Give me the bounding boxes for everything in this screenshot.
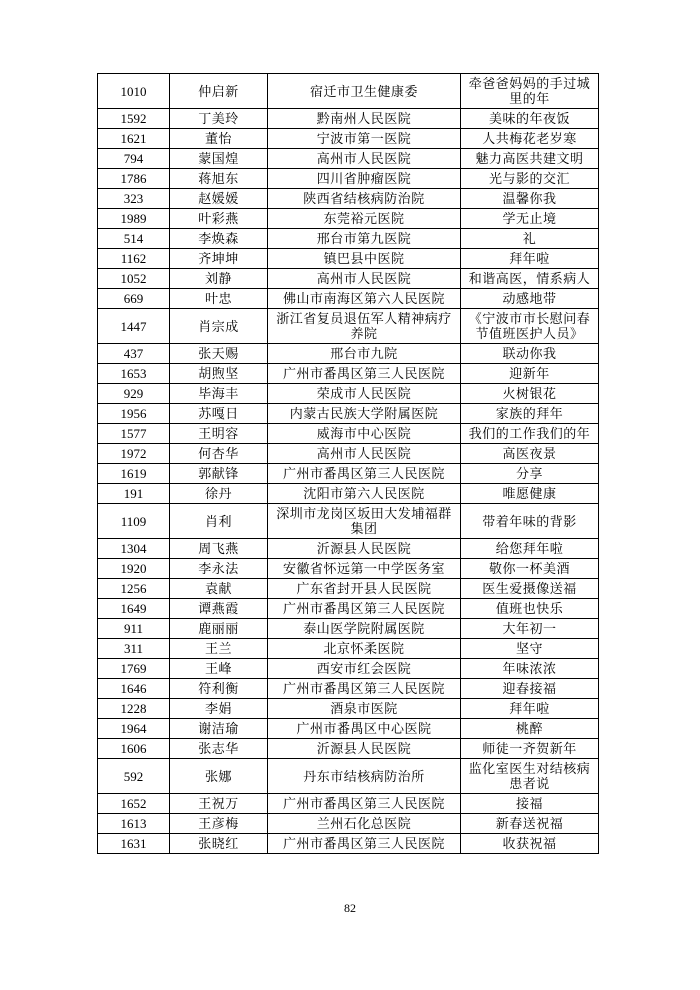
entry-id-cell: 794	[98, 149, 170, 169]
organization-cell: 高州市人民医院	[268, 444, 461, 464]
table-row	[98, 269, 599, 289]
entries-table	[97, 73, 599, 854]
author-name-cell: 苏嘎日	[170, 404, 268, 424]
table-row	[98, 739, 599, 759]
work-title-cell: 牵爸爸妈妈的手过城里的年	[461, 74, 599, 109]
author-name-cell: 张天赐	[170, 344, 268, 364]
table-row	[98, 384, 599, 404]
table-row	[98, 424, 599, 444]
work-title-cell: 《宁波市市长慰问春节值班医护人员》	[461, 309, 599, 344]
organization-cell: 荣成市人民医院	[268, 384, 461, 404]
organization-cell: 内蒙古民族大学附属医院	[268, 404, 461, 424]
table-row	[98, 169, 599, 189]
entry-id-cell: 1052	[98, 269, 170, 289]
table-row	[98, 344, 599, 364]
entry-id-cell: 1631	[98, 834, 170, 854]
organization-cell: 广州市番禺区第三人民医院	[268, 599, 461, 619]
author-name-cell: 刘静	[170, 269, 268, 289]
work-title-cell: 敬你一杯美酒	[461, 559, 599, 579]
entry-id-cell: 311	[98, 639, 170, 659]
entry-id-cell: 1649	[98, 599, 170, 619]
work-title-cell: 温馨你我	[461, 189, 599, 209]
table-row	[98, 599, 599, 619]
table-row	[98, 109, 599, 129]
entry-id-cell: 1769	[98, 659, 170, 679]
table-row	[98, 209, 599, 229]
table-row	[98, 74, 599, 109]
work-title-cell: 家族的拜年	[461, 404, 599, 424]
author-name-cell: 符利衡	[170, 679, 268, 699]
organization-cell: 广州市番禺区第三人民医院	[268, 364, 461, 384]
entry-id-cell: 1606	[98, 739, 170, 759]
table-row	[98, 579, 599, 599]
table-row	[98, 249, 599, 269]
entry-id-cell: 1989	[98, 209, 170, 229]
entry-id-cell: 514	[98, 229, 170, 249]
table-row	[98, 189, 599, 209]
author-name-cell: 仲启新	[170, 74, 268, 109]
work-title-cell: 魅力高医共建文明	[461, 149, 599, 169]
organization-cell: 佛山市南海区第六人民医院	[268, 289, 461, 309]
work-title-cell: 大年初一	[461, 619, 599, 639]
organization-cell: 兰州石化总医院	[268, 814, 461, 834]
author-name-cell: 鹿丽丽	[170, 619, 268, 639]
entry-id-cell: 1228	[98, 699, 170, 719]
organization-cell: 沈阳市第六人民医院	[268, 484, 461, 504]
table-row	[98, 759, 599, 794]
work-title-cell: 值班也快乐	[461, 599, 599, 619]
table-row	[98, 699, 599, 719]
entry-id-cell: 1920	[98, 559, 170, 579]
organization-cell: 广州市番禺区第三人民医院	[268, 464, 461, 484]
work-title-cell: 收获祝福	[461, 834, 599, 854]
organization-cell: 邢台市第九医院	[268, 229, 461, 249]
table-row	[98, 129, 599, 149]
entry-id-cell: 669	[98, 289, 170, 309]
work-title-cell: 给您拜年啦	[461, 539, 599, 559]
entry-id-cell: 1577	[98, 424, 170, 444]
author-name-cell: 王祝万	[170, 794, 268, 814]
author-name-cell: 毕海丰	[170, 384, 268, 404]
work-title-cell: 礼	[461, 229, 599, 249]
entry-id-cell: 1619	[98, 464, 170, 484]
entries-table-body	[98, 74, 599, 854]
author-name-cell: 胡煦坚	[170, 364, 268, 384]
author-name-cell: 张志华	[170, 739, 268, 759]
work-title-cell: 桃醉	[461, 719, 599, 739]
author-name-cell: 李娟	[170, 699, 268, 719]
work-title-cell: 医生爱摄像送福	[461, 579, 599, 599]
author-name-cell: 周飞燕	[170, 539, 268, 559]
work-title-cell: 监化室医生对结核病患者说	[461, 759, 599, 794]
work-title-cell: 和谐高医，情系病人	[461, 269, 599, 289]
author-name-cell: 肖宗成	[170, 309, 268, 344]
author-name-cell: 赵媛媛	[170, 189, 268, 209]
author-name-cell: 袁献	[170, 579, 268, 599]
entry-id-cell: 191	[98, 484, 170, 504]
entry-id-cell: 1109	[98, 504, 170, 539]
author-name-cell: 张晓红	[170, 834, 268, 854]
organization-cell: 西安市红会医院	[268, 659, 461, 679]
author-name-cell: 肖利	[170, 504, 268, 539]
table-row	[98, 289, 599, 309]
work-title-cell: 新春送祝福	[461, 814, 599, 834]
organization-cell: 四川省肿瘤医院	[268, 169, 461, 189]
entry-id-cell: 1613	[98, 814, 170, 834]
organization-cell: 北京怀柔医院	[268, 639, 461, 659]
table-row	[98, 504, 599, 539]
table-row	[98, 794, 599, 814]
table-row	[98, 149, 599, 169]
work-title-cell: 师徒一齐贺新年	[461, 739, 599, 759]
table-row	[98, 679, 599, 699]
author-name-cell: 丁美玲	[170, 109, 268, 129]
table-row	[98, 404, 599, 424]
organization-cell: 安徽省怀远第一中学医务室	[268, 559, 461, 579]
work-title-cell: 美味的年夜饭	[461, 109, 599, 129]
table-row	[98, 464, 599, 484]
entry-id-cell: 1621	[98, 129, 170, 149]
work-title-cell: 分享	[461, 464, 599, 484]
entry-id-cell: 911	[98, 619, 170, 639]
author-name-cell: 王彦梅	[170, 814, 268, 834]
work-title-cell: 迎新年	[461, 364, 599, 384]
author-name-cell: 王兰	[170, 639, 268, 659]
organization-cell: 沂源县人民医院	[268, 539, 461, 559]
work-title-cell: 学无止境	[461, 209, 599, 229]
author-name-cell: 何杏华	[170, 444, 268, 464]
entry-id-cell: 1652	[98, 794, 170, 814]
organization-cell: 广州市番禺区第三人民医院	[268, 834, 461, 854]
work-title-cell: 带着年味的背影	[461, 504, 599, 539]
author-name-cell: 谢洁瑜	[170, 719, 268, 739]
work-title-cell: 高医夜景	[461, 444, 599, 464]
entry-id-cell: 437	[98, 344, 170, 364]
work-title-cell: 接福	[461, 794, 599, 814]
author-name-cell: 李焕森	[170, 229, 268, 249]
organization-cell: 广东省封开县人民医院	[268, 579, 461, 599]
work-title-cell: 拜年啦	[461, 699, 599, 719]
work-title-cell: 年味浓浓	[461, 659, 599, 679]
entry-id-cell: 1956	[98, 404, 170, 424]
author-name-cell: 蒙国煌	[170, 149, 268, 169]
page-number: 82	[344, 901, 356, 915]
author-name-cell: 谭燕霞	[170, 599, 268, 619]
author-name-cell: 李永法	[170, 559, 268, 579]
table-row	[98, 559, 599, 579]
entry-id-cell: 1304	[98, 539, 170, 559]
author-name-cell: 王明容	[170, 424, 268, 444]
organization-cell: 高州市人民医院	[268, 269, 461, 289]
table-row	[98, 814, 599, 834]
author-name-cell: 董怡	[170, 129, 268, 149]
entry-id-cell: 1010	[98, 74, 170, 109]
author-name-cell: 郭献锋	[170, 464, 268, 484]
table-row	[98, 364, 599, 384]
entry-id-cell: 1786	[98, 169, 170, 189]
entry-id-cell: 929	[98, 384, 170, 404]
organization-cell: 东莞裕元医院	[268, 209, 461, 229]
table-row	[98, 539, 599, 559]
organization-cell: 深圳市龙岗区坂田大发埔福群集团	[268, 504, 461, 539]
author-name-cell: 张娜	[170, 759, 268, 794]
work-title-cell: 唯愿健康	[461, 484, 599, 504]
table-row	[98, 619, 599, 639]
table-row	[98, 484, 599, 504]
entry-id-cell: 323	[98, 189, 170, 209]
work-title-cell: 拜年啦	[461, 249, 599, 269]
entry-id-cell: 1447	[98, 309, 170, 344]
entry-id-cell: 592	[98, 759, 170, 794]
entry-id-cell: 1162	[98, 249, 170, 269]
author-name-cell: 蒋旭东	[170, 169, 268, 189]
table-row	[98, 834, 599, 854]
work-title-cell: 光与影的交汇	[461, 169, 599, 189]
organization-cell: 广州市番禺区第三人民医院	[268, 794, 461, 814]
organization-cell: 浙江省复员退伍军人精神病疗养院	[268, 309, 461, 344]
organization-cell: 酒泉市医院	[268, 699, 461, 719]
organization-cell: 镇巴县中医院	[268, 249, 461, 269]
entry-id-cell: 1972	[98, 444, 170, 464]
organization-cell: 邢台市九院	[268, 344, 461, 364]
entry-id-cell: 1653	[98, 364, 170, 384]
table-row	[98, 659, 599, 679]
table-row	[98, 719, 599, 739]
entry-id-cell: 1646	[98, 679, 170, 699]
entry-id-cell: 1964	[98, 719, 170, 739]
work-title-cell: 动感地带	[461, 289, 599, 309]
work-title-cell: 坚守	[461, 639, 599, 659]
organization-cell: 泰山医学院附属医院	[268, 619, 461, 639]
work-title-cell: 我们的工作我们的年	[461, 424, 599, 444]
organization-cell: 丹东市结核病防治所	[268, 759, 461, 794]
organization-cell: 黔南州人民医院	[268, 109, 461, 129]
author-name-cell: 王峰	[170, 659, 268, 679]
organization-cell: 陕西省结核病防治院	[268, 189, 461, 209]
author-name-cell: 徐丹	[170, 484, 268, 504]
organization-cell: 高州市人民医院	[268, 149, 461, 169]
organization-cell: 威海市中心医院	[268, 424, 461, 444]
author-name-cell: 齐坤坤	[170, 249, 268, 269]
table-row	[98, 639, 599, 659]
work-title-cell: 火树银花	[461, 384, 599, 404]
work-title-cell: 联动你我	[461, 344, 599, 364]
organization-cell: 广州市番禺区中心医院	[268, 719, 461, 739]
table-row	[98, 444, 599, 464]
organization-cell: 宁波市第一医院	[268, 129, 461, 149]
table-row	[98, 229, 599, 249]
entry-id-cell: 1592	[98, 109, 170, 129]
organization-cell: 沂源县人民医院	[268, 739, 461, 759]
organization-cell: 广州市番禺区第三人民医院	[268, 679, 461, 699]
author-name-cell: 叶忠	[170, 289, 268, 309]
organization-cell: 宿迁市卫生健康委	[268, 74, 461, 109]
entry-id-cell: 1256	[98, 579, 170, 599]
work-title-cell: 迎春接福	[461, 679, 599, 699]
table-row	[98, 309, 599, 344]
author-name-cell: 叶彩燕	[170, 209, 268, 229]
work-title-cell: 人共梅花老岁寒	[461, 129, 599, 149]
